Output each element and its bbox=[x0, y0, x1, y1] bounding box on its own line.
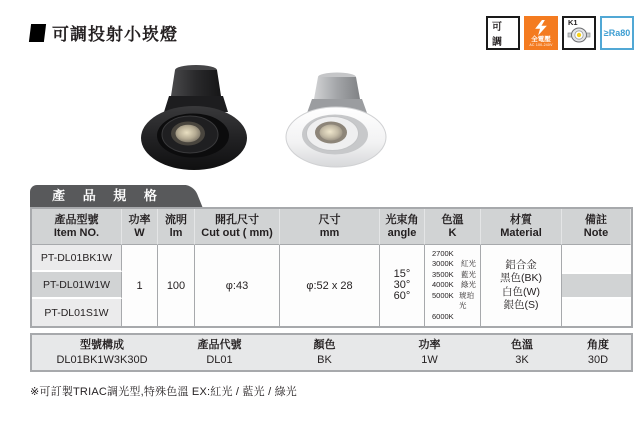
table-row-model-2: PT-DL01W1W bbox=[32, 272, 122, 299]
col-header-angle: 光束角 angle bbox=[380, 209, 425, 245]
material-values: 鋁合金 黑色(BK) 白色(W) 銀色(S) bbox=[481, 245, 562, 326]
full-voltage-badge bbox=[524, 16, 558, 50]
badge-row bbox=[486, 16, 634, 50]
col-header-material: 材質 Material bbox=[481, 209, 562, 245]
code-col-power: 功率 1W bbox=[418, 339, 441, 366]
col-header-item-no: 產品型號 Item NO. bbox=[32, 209, 122, 245]
cutout-value: φ:43 bbox=[195, 245, 280, 326]
code-col-color: 顏色 BK bbox=[313, 339, 336, 366]
col-header-size: 尺寸 mm bbox=[280, 209, 380, 245]
page-title: 可調投射小崁燈 bbox=[52, 25, 178, 44]
note-cell-2 bbox=[562, 272, 631, 299]
power-value: 1 bbox=[122, 245, 158, 326]
col-header-lumen: 流明 lm bbox=[158, 209, 195, 245]
color-temp-values: 2700K 3000K 紅光 3500K 藍光 4000K 綠光 5000K 琥珀光 6000K bbox=[425, 245, 481, 326]
code-col-product-code: 產品代號 DL01 bbox=[197, 339, 242, 366]
product-image-black-lamp bbox=[138, 62, 250, 174]
led-chip-badge-label: K1 bbox=[568, 18, 578, 27]
cri-badge-label: ≥Ra80 bbox=[603, 28, 631, 38]
note-cell-1 bbox=[562, 245, 631, 272]
spec-table bbox=[30, 207, 633, 328]
spec-section-title: 產 品 規 格 bbox=[52, 188, 164, 203]
cri-badge bbox=[600, 16, 634, 50]
col-header-power: 功率 W bbox=[122, 209, 158, 245]
dimmable-badge bbox=[486, 16, 520, 50]
col-header-cct: 色溫 K bbox=[425, 209, 481, 245]
lumen-value: 100 bbox=[158, 245, 195, 326]
col-header-note: 備註 Note bbox=[562, 209, 631, 245]
spec-section-tab bbox=[30, 185, 186, 207]
code-col-cct: 色溫 3K bbox=[511, 339, 533, 366]
table-row-model-1: PT-DL01BK1W bbox=[32, 245, 122, 272]
note-cell-3 bbox=[562, 299, 631, 326]
led-chip-badge bbox=[562, 16, 596, 50]
col-header-cutout: 開孔尺寸 Cut out ( mm) bbox=[195, 209, 280, 245]
product-image-white-lamp bbox=[279, 70, 393, 170]
full-voltage-sub: AC 100-240V bbox=[529, 43, 553, 47]
page-header bbox=[30, 20, 178, 45]
led-chip-icon bbox=[567, 27, 591, 44]
dimmable-badge-label: 可 調 bbox=[492, 22, 506, 48]
beam-angle-values: 15° 30° 60° bbox=[380, 245, 425, 326]
title-square-icon bbox=[29, 24, 46, 42]
footnote: ※可訂製TRIAC調光型,特殊色溫 EX:紅光 / 藍光 / 綠光 bbox=[30, 386, 297, 398]
table-row-model-3: PT-DL01S1W bbox=[32, 299, 122, 326]
lightning-icon bbox=[532, 19, 550, 37]
full-voltage-label: 全電壓 bbox=[531, 35, 551, 43]
code-col-angle: 角度 30D bbox=[587, 339, 609, 366]
size-value: φ:52 x 28 bbox=[280, 245, 380, 326]
model-code-box bbox=[30, 333, 633, 372]
code-col-composition: 型號構成 DL01BK1W3K30D bbox=[56, 339, 148, 366]
